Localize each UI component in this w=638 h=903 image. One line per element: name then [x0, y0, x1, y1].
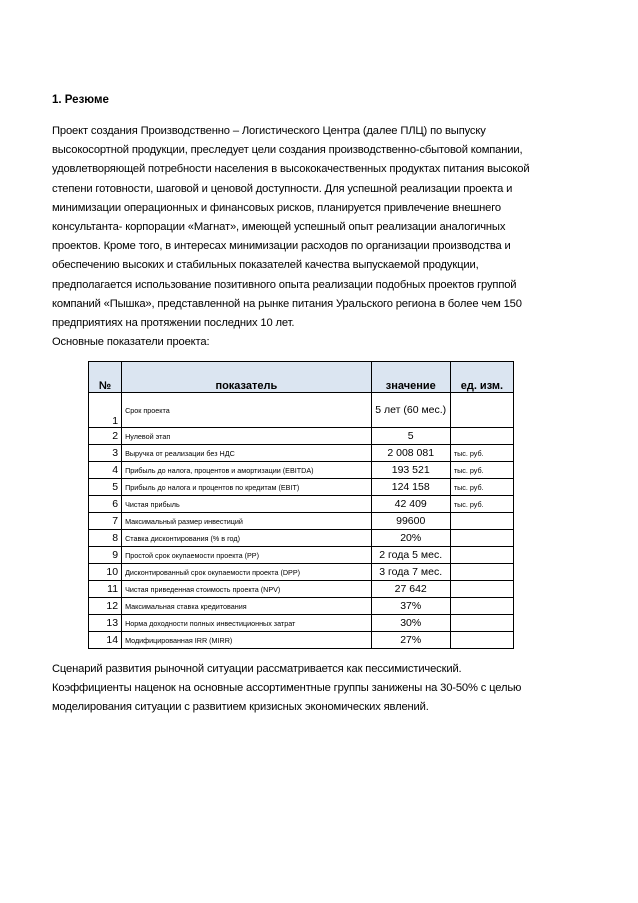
row-num: 6 — [89, 496, 122, 513]
row-name: Модифицированная IRR (MIRR) — [122, 632, 372, 649]
row-value: 5 лет (60 мес.) — [371, 393, 450, 428]
section-heading: 1. Резюме — [52, 94, 109, 106]
row-unit — [450, 632, 513, 649]
header-name: показатель — [122, 362, 372, 393]
row-value: 124 158 — [371, 479, 450, 496]
text-line: минимизации операционных и финансовых рисков, планируется привлечение внешнего — [52, 201, 501, 214]
table-row — [89, 428, 514, 445]
row-unit: тыс. руб. — [450, 479, 513, 496]
table-row — [89, 632, 514, 649]
row-value: 30% — [371, 615, 450, 632]
text-line: предполагается использование позитивного опыта реализации подобных проектов группой — [52, 278, 517, 291]
row-name: Ставка дисконтирования (% в год) — [122, 530, 372, 547]
row-value: 37% — [371, 598, 450, 615]
row-unit — [450, 581, 513, 598]
text-line: предприятиях на протяжении последних 10 лет. — [52, 317, 295, 330]
row-name: Срок проекта — [122, 393, 372, 428]
row-num: 3 — [89, 445, 122, 462]
table-header-row — [89, 362, 514, 393]
text-line: компаний «Пышка», представленной на рынке питания Уральского региона в более чем 150 — [52, 297, 522, 310]
row-num: 13 — [89, 615, 122, 632]
row-num: 11 — [89, 581, 122, 598]
row-unit — [450, 530, 513, 547]
table-body — [89, 393, 514, 649]
row-name: Нулевой этап — [122, 428, 372, 445]
row-unit — [450, 393, 513, 428]
row-value: 2 008 081 — [371, 445, 450, 462]
row-unit — [450, 598, 513, 615]
table-row — [89, 581, 514, 598]
row-unit — [450, 547, 513, 564]
table-row — [89, 393, 514, 428]
metrics-table — [88, 361, 514, 649]
row-num: 2 — [89, 428, 122, 445]
row-num: 1 — [89, 393, 122, 428]
row-num: 12 — [89, 598, 122, 615]
row-value: 27 642 — [371, 581, 450, 598]
row-name: Простой срок окупаемости проекта (PP) — [122, 547, 372, 564]
row-name: Максимальная ставка кредитования — [122, 598, 372, 615]
text-line: высокосортной продукции, преследует цели создания производственно-сбытовой компании, — [52, 144, 523, 157]
table-row — [89, 496, 514, 513]
intro-paragraph — [52, 122, 582, 333]
row-num: 8 — [89, 530, 122, 547]
table-row — [89, 530, 514, 547]
header-num: № — [89, 362, 122, 393]
row-num: 5 — [89, 479, 122, 496]
row-value: 20% — [371, 530, 450, 547]
text-line: консультанта- корпорации «Магнат», имеющей успешный опыт реализации аналогичных — [52, 221, 506, 234]
row-unit — [450, 615, 513, 632]
row-value: 3 года 7 мес. — [371, 564, 450, 581]
text-line: Проект создания Производственно – Логистического Центра (далее ПЛЦ) по выпуску — [52, 125, 486, 137]
text-line: степени готовности, шаговой и ценовой доступности. Для успешной реализации проекта и — [52, 182, 513, 195]
row-name: Норма доходности полных инвестиционных затрат — [122, 615, 372, 632]
table-row — [89, 513, 514, 530]
table-intro: Основные показатели проекта: — [52, 336, 210, 348]
row-name: Прибыль до налога, процентов и амортизации (EBITDA) — [122, 462, 372, 479]
row-value: 193 521 — [371, 462, 450, 479]
table-row — [89, 445, 514, 462]
row-value: 5 — [371, 428, 450, 445]
row-value: 27% — [371, 632, 450, 649]
table-row — [89, 462, 514, 479]
row-num: 14 — [89, 632, 122, 649]
row-num: 7 — [89, 513, 122, 530]
text-line: удовлетворяющей потребности населения в высококачественных продуктах питания высокой — [52, 163, 530, 176]
row-value: 99600 — [371, 513, 450, 530]
row-unit: тыс. руб. — [450, 445, 513, 462]
row-unit — [450, 428, 513, 445]
text-line: Сценарий развития рыночной ситуации рассматривается как пессимистический. — [52, 663, 462, 675]
row-num: 10 — [89, 564, 122, 581]
row-num: 4 — [89, 462, 122, 479]
row-name: Чистая прибыль — [122, 496, 372, 513]
text-line: Коэффициенты наценок на основные ассортиментные группы занижены на 30-50% с целью — [52, 682, 522, 695]
text-line: моделирования ситуации с развитием кризисных экономических явлений. — [52, 701, 429, 714]
table-row — [89, 479, 514, 496]
header-unit: ед. изм. — [450, 362, 513, 393]
row-unit — [450, 513, 513, 530]
table-row — [89, 547, 514, 564]
row-unit: тыс. руб. — [450, 462, 513, 479]
header-value: значение — [371, 362, 450, 393]
table-row — [89, 615, 514, 632]
row-name: Максимальный размер инвестиций — [122, 513, 372, 530]
outro-paragraph — [52, 660, 582, 718]
row-name: Прибыль до налога и процентов по кредитам (EBIT) — [122, 479, 372, 496]
text-line: обеспечению высоких и стабильных показателей качества выпускаемой продукции, — [52, 259, 479, 272]
row-unit — [450, 564, 513, 581]
row-name: Выручка от реализации без НДС — [122, 445, 372, 462]
row-value: 2 года 5 мес. — [371, 547, 450, 564]
row-unit: тыс. руб. — [450, 496, 513, 513]
row-name: Чистая приведенная стоимость проекта (NPV) — [122, 581, 372, 598]
row-num: 9 — [89, 547, 122, 564]
text-line: проектов. Кроме того, в интересах минимизации расходов по организации производства и — [52, 240, 511, 253]
table-row — [89, 598, 514, 615]
row-value: 42 409 — [371, 496, 450, 513]
table-row — [89, 564, 514, 581]
row-name: Дисконтированный срок окупаемости проекта (DPP) — [122, 564, 372, 581]
